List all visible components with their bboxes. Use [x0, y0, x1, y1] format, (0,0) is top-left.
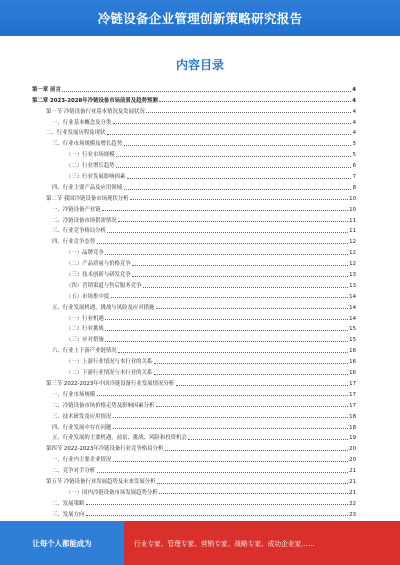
toc-entry-label: 三、技术研发及应用情况	[52, 413, 112, 420]
toc-entry-page: 21	[349, 478, 356, 485]
toc-dot-leader	[105, 330, 347, 331]
toc-dot-leader	[130, 199, 348, 200]
toc-entry[interactable]	[32, 452, 356, 463]
toc-entry[interactable]	[32, 343, 356, 354]
toc-dot-leader	[102, 210, 348, 211]
toc-entry-page: 5	[352, 141, 356, 148]
toc-entry[interactable]	[32, 322, 356, 333]
toc-entry-label: （一）行业市场规模	[66, 152, 115, 159]
toc-entry-label: 三、行业竞争格局分析	[52, 228, 106, 235]
toc-dot-leader	[188, 439, 347, 440]
toc-entry-page: 23	[349, 511, 356, 518]
toc-entry-page: 4	[352, 97, 356, 104]
toc-entry-label: （四）营销渠道与售后服务竞争	[66, 282, 142, 289]
toc-entry-page: 18	[349, 424, 356, 431]
toc-entry[interactable]	[32, 126, 356, 137]
toc-entry-page: 12	[349, 250, 356, 257]
toc-entry[interactable]	[32, 82, 356, 93]
toc-dot-leader	[154, 374, 348, 375]
toc-entry[interactable]	[32, 387, 356, 398]
toc-entry-label: 二、发展策略	[52, 500, 85, 507]
toc-entry-label: （三）行业发展影响因素	[66, 174, 126, 181]
toc-entry[interactable]	[32, 485, 356, 496]
toc-entry[interactable]	[32, 147, 356, 158]
toc-entry-label: （一）国内冷链设备市场发展趋势分析	[66, 489, 158, 496]
toc-entry[interactable]	[32, 245, 356, 256]
toc-entry[interactable]	[32, 431, 356, 442]
toc-entry[interactable]	[32, 256, 356, 267]
toc-entry[interactable]	[32, 376, 356, 387]
toc-dot-leader	[105, 341, 347, 342]
toc-entry[interactable]	[32, 311, 356, 322]
toc-entry[interactable]	[32, 202, 356, 213]
toc-entry-label: 三、行业市场规模及增长趋势	[52, 141, 123, 148]
toc-entry[interactable]	[32, 332, 356, 343]
toc-dot-leader	[159, 101, 350, 102]
toc-entry-label: 二、冷链设备市场供需情况	[52, 217, 117, 224]
toc-entry-page: 13	[349, 272, 356, 279]
toc-entry[interactable]	[32, 365, 356, 376]
toc-dot-leader	[107, 232, 347, 233]
toc-entry-page: 21	[349, 489, 356, 496]
toc-entry-page: 7	[352, 174, 356, 181]
toc-dot-leader	[154, 363, 348, 364]
toc-entry[interactable]	[32, 507, 356, 518]
toc-dot-leader	[86, 504, 348, 505]
toc-entry-label: 六、行业上下游产业链情况	[52, 348, 117, 355]
toc-entry-page: 12	[349, 239, 356, 246]
toc-entry-label: 五、行业发展机遇、挑战与风险及应对措施	[52, 304, 155, 311]
toc-entry-page: 17	[349, 380, 356, 387]
toc-dot-leader	[146, 112, 351, 113]
toc-dot-leader	[176, 385, 348, 386]
toc-entry-page: 16	[349, 348, 356, 355]
toc-entry-page: 14	[349, 293, 356, 300]
toc-entry[interactable]	[32, 300, 356, 311]
toc-dot-leader	[97, 472, 348, 473]
toc-entry[interactable]	[32, 398, 356, 409]
toc-entry[interactable]	[32, 474, 356, 485]
toc-entry-page: 17	[349, 391, 356, 398]
toc-entry-label: 三、发展方向	[52, 511, 85, 518]
toc-dot-leader	[111, 297, 348, 298]
toc-entry[interactable]	[32, 115, 356, 126]
toc-dot-leader	[116, 167, 351, 168]
toc-entry[interactable]	[32, 136, 356, 147]
table-of-contents	[32, 82, 356, 518]
toc-entry-page: 16	[349, 359, 356, 366]
toc-entry-label: 第二节 我国冷链设备市场现状分析	[46, 195, 129, 202]
report-header	[0, 0, 400, 36]
toc-entry[interactable]	[32, 289, 356, 300]
toc-entry-page: 8	[352, 184, 356, 191]
toc-entry-page: 14	[349, 304, 356, 311]
toc-entry-label: （一）品牌竞争	[66, 250, 104, 257]
toc-entry-label: 第一节 冷链设备行业基本情况及发展状况	[46, 108, 145, 115]
toc-dot-leader	[113, 417, 348, 418]
toc-entry-label: 二、竞争对手分析	[52, 468, 96, 475]
toc-entry-page: 20	[349, 446, 356, 453]
toc-dot-leader	[143, 287, 348, 288]
toc-dot-leader	[124, 145, 351, 146]
toc-entry-page: 4	[352, 119, 356, 126]
toc-entry[interactable]	[32, 496, 356, 507]
toc-entry-page: 4	[352, 86, 356, 93]
toc-entry-label: （二）行业挑战	[66, 326, 104, 333]
toc-entry-label: （二）下游行业情况与本行业的关系	[66, 370, 153, 377]
toc-entry-page: 15	[349, 326, 356, 333]
toc-dot-leader	[113, 123, 351, 124]
toc-entry[interactable]	[32, 93, 356, 104]
toc-entry[interactable]	[32, 104, 356, 115]
toc-entry[interactable]	[32, 463, 356, 474]
toc-dot-leader	[159, 493, 347, 494]
toc-entry-label: （三）技术创新与研发竞争	[66, 272, 131, 279]
toc-entry[interactable]	[32, 278, 356, 289]
toc-dot-leader	[113, 428, 348, 429]
toc-entry[interactable]	[32, 158, 356, 169]
toc-entry-page: 18	[349, 413, 356, 420]
toc-entry-page: 20	[349, 457, 356, 464]
toc-title: 内容目录	[175, 58, 224, 72]
toc-entry[interactable]	[32, 191, 356, 202]
toc-dot-leader	[132, 265, 347, 266]
toc-dot-leader	[165, 450, 348, 451]
toc-entry-label: 一、行业基本概念及分类	[52, 119, 112, 126]
toc-dot-leader	[127, 178, 351, 179]
toc-entry-label: 四、行业竞争态势	[52, 239, 96, 246]
toc-entry-label: （五）市场集中度	[66, 293, 110, 300]
footer-banner	[0, 521, 400, 565]
toc-entry-page: 15	[349, 337, 356, 344]
toc-entry-page: 10	[349, 195, 356, 202]
toc-entry-page: 17	[349, 402, 356, 409]
toc-entry-label: （三）应对措施	[66, 337, 104, 344]
toc-entry-label: 二、冷链设备市场价格走势及影响因素分析	[52, 402, 155, 409]
toc-entry-page: 11	[349, 217, 356, 224]
toc-entry[interactable]	[32, 267, 356, 278]
toc-dot-leader	[156, 406, 348, 407]
toc-entry-page: 21	[349, 468, 356, 475]
toc-entry[interactable]	[32, 213, 356, 224]
toc-entry-label: 第四节 2022-2023年冷链设备行业竞争格局分析	[46, 446, 164, 453]
toc-dot-leader	[97, 395, 348, 396]
toc-dot-leader	[86, 515, 348, 516]
toc-dot-leader	[124, 189, 351, 190]
toc-entry[interactable]	[32, 224, 356, 235]
toc-entry-label: （一）行业机遇	[66, 315, 104, 322]
toc-entry[interactable]	[32, 409, 356, 420]
toc-dot-leader	[113, 461, 348, 462]
toc-entry-label: 一、行业内主要企业情况	[52, 457, 112, 464]
toc-entry-label: 五、行业发展的主要机遇、前景、挑战、风险和投资机会	[52, 435, 187, 442]
toc-entry-page: 11	[349, 228, 356, 235]
toc-dot-leader	[107, 134, 351, 135]
toc-dot-leader	[157, 483, 348, 484]
toc-dot-leader	[105, 254, 347, 255]
toc-entry-label: 一、行业市场规模	[52, 391, 96, 398]
toc-entry-label: （一）上游行业情况与本行业的关系	[66, 359, 153, 366]
toc-entry-page: 4	[352, 108, 356, 115]
toc-dot-leader	[118, 221, 347, 222]
footer-slogan-left: 让每个人都能成为	[0, 521, 124, 565]
toc-dot-leader	[116, 156, 351, 157]
toc-entry-page: 14	[349, 315, 356, 322]
toc-entry-label: 第三节 2022-2023年中国冷链设备行业发展情况分析	[46, 380, 175, 387]
toc-entry-page: 22	[349, 500, 356, 507]
toc-dot-leader	[156, 308, 348, 309]
toc-dot-leader	[62, 91, 350, 92]
toc-entry[interactable]	[32, 354, 356, 365]
toc-entry[interactable]	[32, 234, 356, 245]
toc-entry-label: 四、行业主要产品及应用领域	[52, 184, 123, 191]
toc-dot-leader	[132, 276, 347, 277]
footer-slogan-right: 行业专家、管理专家、营销专家、战略专家、成功企业家……	[124, 521, 400, 565]
toc-entry-page: 10	[349, 206, 356, 213]
toc-entry-page: 12	[349, 261, 356, 268]
toc-entry[interactable]	[32, 420, 356, 431]
toc-dot-leader	[118, 352, 347, 353]
toc-entry-label: （二）行业增长趋势	[66, 163, 115, 170]
toc-entry-page: 16	[349, 370, 356, 377]
toc-entry[interactable]	[32, 169, 356, 180]
report-title: 冷链设备企业管理创新策略研究报告	[97, 11, 303, 26]
toc-dot-leader	[97, 243, 348, 244]
toc-entry-label: 第二章 2023-2028年冷链设备市场前景及趋势预测	[32, 97, 158, 104]
toc-entry-label: 四、行业发展中存在问题	[52, 424, 112, 431]
toc-entry-label: 二、行业发展历程及现状	[46, 130, 106, 137]
toc-entry[interactable]	[32, 441, 356, 452]
toc-dot-leader	[105, 319, 347, 320]
toc-entry-label: 第五节 冷链设备行业发展趋势及未来发展分析	[46, 478, 156, 485]
toc-entry-label: 一、冷链设备产业链	[52, 206, 101, 213]
toc-entry-label: （二）产品质量与价格竞争	[66, 261, 131, 268]
toc-entry-page: 19	[349, 435, 356, 442]
toc-entry-page: 4	[352, 130, 356, 137]
toc-entry-page: 5	[352, 152, 356, 159]
toc-entry-label: 第一章 前言	[32, 86, 61, 93]
toc-entry-page: 6	[352, 163, 356, 170]
toc-entry[interactable]	[32, 180, 356, 191]
toc-entry-page: 13	[349, 282, 356, 289]
